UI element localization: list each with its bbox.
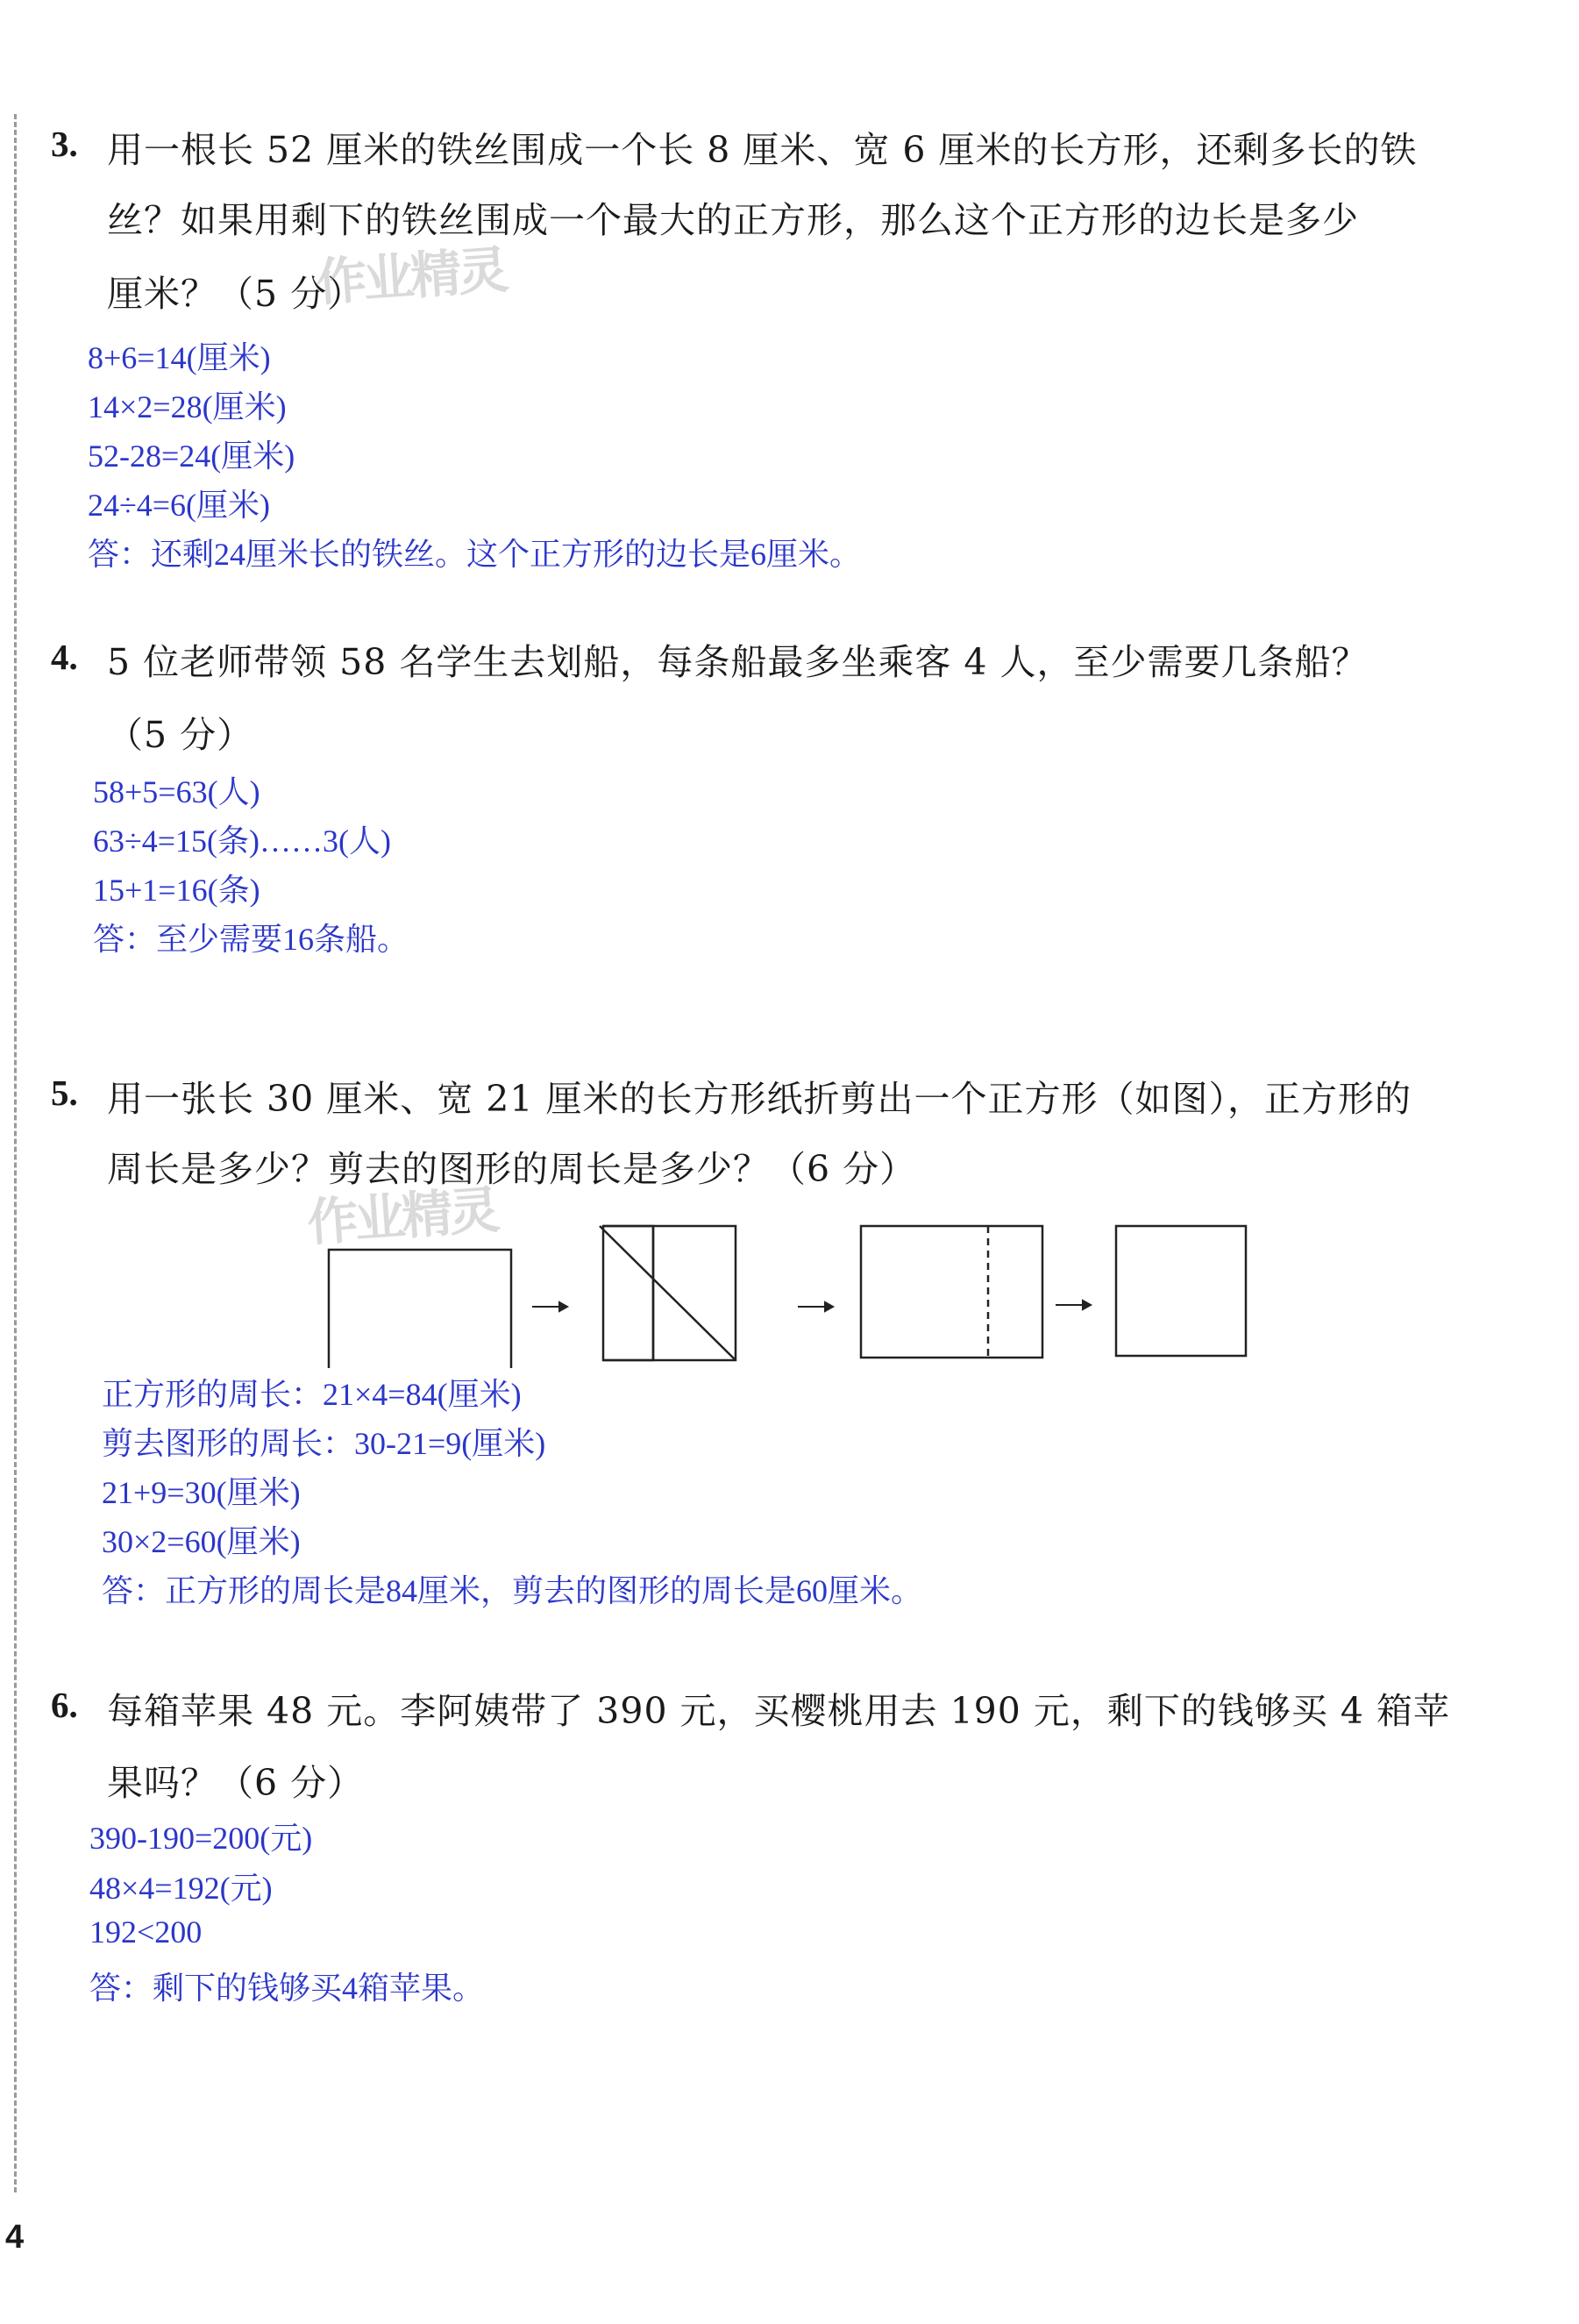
question-6-line-1: 每箱苹果 48 元。李阿姨带了 390 元，买樱桃用去 190 元，剩下的钱够买 4 箱苹 [107, 1690, 1451, 1732]
question-3-line-1: 用一根长 52 厘米的铁丝围成一个长 8 厘米、宽 6 厘米的长方形，还剩多长的铁 [107, 129, 1418, 171]
folded-paper [603, 1226, 653, 1360]
original-rectangle [329, 1250, 511, 1368]
watermark: 作业精灵 [305, 1180, 499, 1253]
result-square [1116, 1226, 1246, 1356]
page-number: 4 [5, 2219, 25, 2256]
question-6-number: 6. [51, 1685, 78, 1725]
answer-conclusion: 答：正方形的周长是84厘米，剪去的图形的周长是60厘米。 [102, 1573, 923, 1608]
question-6-line-2: 果吗？（6 分） [107, 1762, 365, 1804]
answer-line: 390-190=200(元) [89, 1821, 313, 1856]
question-4-number: 4. [51, 637, 78, 677]
question-4-line-2: （5 分） [107, 714, 254, 756]
answer-conclusion: 答：还剩24厘米长的铁丝。这个正方形的边长是6厘米。 [88, 537, 862, 572]
answer-line: 14×2=28(厘米) [88, 389, 287, 424]
question-3-line-3: 厘米？（5 分） [107, 273, 365, 315]
answer-conclusion: 答：至少需要16条船。 [93, 922, 409, 957]
arrow-icon [1083, 1301, 1091, 1309]
answer-line: 21+9=30(厘米) [102, 1475, 301, 1510]
question-5-line-1: 用一张长 30 厘米、宽 21 厘米的长方形纸折剪出一个正方形（如图），正方形的 [107, 1078, 1412, 1120]
question-3-line-2: 丝？如果用剩下的铁丝围成一个最大的正方形，那么这个正方形的边长是多少 [107, 199, 1359, 241]
question-5-number: 5. [51, 1073, 78, 1113]
binding-margin-line [14, 114, 17, 2192]
answer-line: 剪去图形的周长：30-21=9(厘米) [102, 1426, 546, 1461]
arrow-icon [825, 1302, 833, 1311]
question-4-line-1: 5 位老师带领 58 名学生去划船，每条船最多坐乘客 4 人，至少需要几条船？ [107, 641, 1369, 683]
answer-line: 63÷4=15(条)……3(人) [93, 823, 392, 859]
answer-line: 192<200 [89, 1914, 203, 1950]
answer-line: 24÷4=6(厘米) [88, 488, 271, 523]
watermark: 作业精灵 [314, 239, 508, 313]
question-5-line-2: 周长是多少？剪去的图形的周长是多少？（6 分） [107, 1148, 917, 1190]
answer-line: 正方形的周长：21×4=84(厘米) [102, 1377, 522, 1412]
paper-folding-figure [324, 1219, 1262, 1368]
answer-line: 30×2=60(厘米) [102, 1524, 301, 1559]
arrow-icon [559, 1302, 567, 1311]
answer-line: 58+5=63(人) [93, 774, 260, 809]
answer-line: 52-28=24(厘米) [88, 438, 295, 474]
answer-conclusion: 答：剩下的钱够买4箱苹果。 [89, 1971, 485, 2006]
answer-line: 15+1=16(条) [93, 873, 260, 908]
unfolded-paper [861, 1226, 1042, 1358]
answer-line: 48×4=192(元) [89, 1871, 273, 1906]
answer-line: 8+6=14(厘米) [88, 340, 271, 375]
question-3-number: 3. [51, 124, 78, 164]
